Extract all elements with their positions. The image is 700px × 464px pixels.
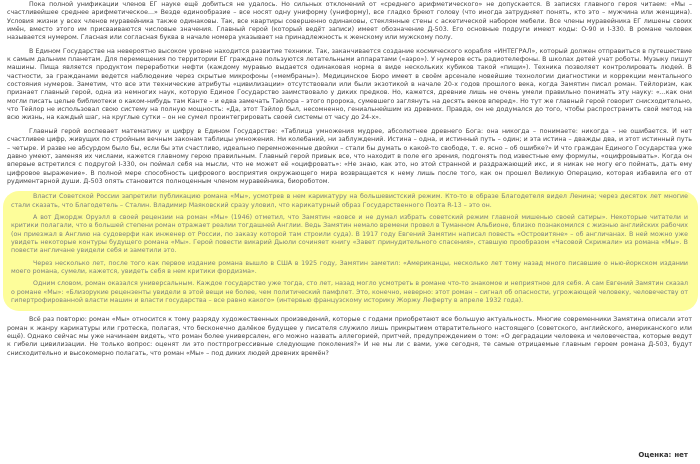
paragraph-technology: В Едином Государстве на невероятно высоком уровне находится развитие техники. Так, заканчивается создание космического корабля «ИНТЕГРАЛ», который должен отправиться в путешествие к самым дальним планетам. Для перемещения по территории ЕГ граждане пользуются летательными аппаратами («аэро»). У нумеров есть радиотелефоны. В школах детей учат роботы. Музыку пишут машины. Пища является продуктом переработки нефти (каждому муравью выдается одинаковая норма в виде нескольких кубиков такой «пищи»). Техника позволяет контролировать людей. В частности, за гражданами ведется наблюдение через скрытые микрофоны («мембраны»). Медицинское Бюро имеет в своём арсенале новейшие технологии диагностики и коррекции ментального состояния нумеров. Заметим, что все эти технические атрибуты «цивилизации» отсутствовали или были экзотикой в начале 20-х годов прошлого века, когда Замятин писал роман. Тейлоризм, как признает главный герой, одна из немногих наук, которую Единое Государство заимствовало у диких предков. Но, кажется, древние лишь не очень умели правильно понимать эту науку: «...как они могли писать целые библиотеки о каком-нибудь там Канте – и едва замечать Тэйлора – этого пророка, сумевшего заглянуть на десять веков вперед». Но тут же главный герой говорит снисходительно, что Тейлор не использовал свою систему на полную мощность: «Да, этот Тэйлор был, несомненно, гениальнейшим из древних. Правда, он не додумался до того, чтобы распространить свой метод на всю жизнь, на каждый шаг, на круглые сутки – он не сумел проинтегрировать своей системы от часу до 24-х». — [7, 47, 692, 122]
paragraph-orwell-review: А вот Джордж Оруэлл в своей рецензии на роман «Мы» (1946) отметил, что Замятин «вовсе и не думал избрать советский режим главной мишенью своей сатиры». Некоторые читатели и критики полагали, что в большей степени роман отражает реалии тогдашней Англии. Ведь Замятин немало времени провел в Туманном Альбионе, близко познакомился с жизнью английских рабочих (он приезжал в Англию на судоверфи как инженер от России, по заказу которой там строили суда). В 1917 году Евгений Замятин написал повесть «Островитяне» – об англичанах. В ней можно уже увидеть некоторые контуры будущего романа «Мы». Герой повести викарий Дьюли сочиняет книгу «Завет принудительного спасения», ставшую прообразом «Часовой Скрижали» из романа «Мы». В повести англичане увидели себя и заметили это. — [11, 213, 688, 255]
rating — [638, 451, 688, 459]
paragraph-usa-edition: Через несколько лет, после того как первое издание романа вышло в США в 1925 году, Замятин заметил: «Американцы, несколько лет тому назад много писавшие о нью-йоркском издании моего романа, сумели, кажется, увидеть себя в нем критики фордизма». — [11, 259, 688, 275]
paragraph-uniformity: Пока полной унификации членов ЕГ науке ещё добиться не удалось. Но сильных отклонений от «среднего арифметического» не допускается. В записях главного героя читаем: «Мы – счастливейшее среднее арифметическое...» Везде единообразие – все носят одну униформу (униформу), все гладко бреют голову (что иногда затрудняет понять, кто это – мужчина или женщина). Условия жизни у всех членов муравейника также одинаковы. Так, все квартиры совершенно одинаковы, стеклянные стены с аскетической набором мебели. Все члены муравейника ЕГ лишены своих имён, вместо этого им присваиваются числовые значения. Главный герой (который ведёт записи) имеет обозначение Д-503. Его основные подруги имеют коды: О-90 и I-330. В романе человек называется нумером. Гласная или согласная буква в начале номера указывает на принадлежность к женскому или мужскому полу. — [7, 1, 692, 42]
rating-label: Оценка: — [638, 450, 672, 459]
paragraph-universality: Одним словом, роман оказался универсальным. Каждое государство уже тогда, сто лет, назад могло усмотреть в романе что-то знакомое и неприятное для себя. А сам Евгений Замятин сказал о романе «Мы»: «Близорукие рецензенты увидели в этой вещи не более, чем политический памфлет. Это, конечно, неверно: этот роман – сигнал об опасности, угрожающей человеку, человечеству от гипертрофированной власти машин и власти государства – все равно какого» (интервью французскому историку Жоржу Леферту в апреле 1932 года). — [11, 280, 688, 304]
paragraph-conclusion: Всё раз повторю: роман «Мы» относится к тому разряду художественных произведений, которые с годами приобретают все большую актуальность. Многие современники Замятина описали этот роман к жанру карикатуры или гротеска, полагая, что бесконечно далёкое будущее у писателя служило лишь прикрытием отвратительного настоящего (советского, английского, американского или ещё). Однако сейчас мы уже начинаем видеть, что роман более универсален, его можно назвать аллегорией, притчей, предупреждением о том: «О деградации человека и человечества, которые ведут к гибели цивилизации. Не только вопрос: оценят ли это постпрогрессивные следующие поколения?» И не мы ли с вами, уже сегодня, те самые отрицаемые главным героем романа Д-503, будут снисходительно и высокомерно полагать, что роман «Мы» – под диких людей древних времён? — [7, 316, 692, 357]
paragraph-mathematics: Главный герой воспевает математику и цифру в Едином Государстве: «Таблица умножения мудрее, абсолютнее древнего Бога: она никогда – понимаете: никогда – не ошибается. И нет счастливее цифр, живущих по стройным вечным законам таблицы умножения. Ни колебаний, ни заблуждений. Истина – одна, и истинный путь – один; и эта истина – дважды два, и этот истинный путь – четыре. И разве не абсурдом было бы, если бы эти счастливо, идеально перемноженные двойки – стали бы думать о какой-то свободе, т. е. ясно – об ошибке?» И что граждан Единого Государства уже давно умеют, заменяя их числами, кажется главному герою правильным. Главный герой привык все, что находит в поле его зрения, подгонять под известные ему формулы, «оцифровывать». Когда он впервые встретился с подругой I-330, он поймал себя на мысли, что не может её «оцифровать»: «Не знаю, как это, но этой странной и раздражающий икс, и я никак не могу его поймать, дать ему цифровое выражение». В полной мере способность цифрового восприятия окружающего мира возвращается к нему лишь после того, как он прошел Великую Операцию, которая избавила его от рудиментарной души. Д-503 опять становится полноценным членом муравейника, биороботом. — [7, 127, 692, 185]
rating-value: нет — [674, 450, 688, 459]
highlighted-section — [3, 191, 698, 311]
paragraph-soviet-ban: Власти Советской России запретили публикацию романа «Мы», усмотрев в нем карикатуру на большевистский режим. Кто-то в образе Благодетеля видел Ленина; через десяток лет многие стали сказать, что Благодетель – Сталин. Владимир Маяковский сразу уловил, что карикатурный образ Государственного Поэта R-13 – это он. — [11, 193, 688, 209]
